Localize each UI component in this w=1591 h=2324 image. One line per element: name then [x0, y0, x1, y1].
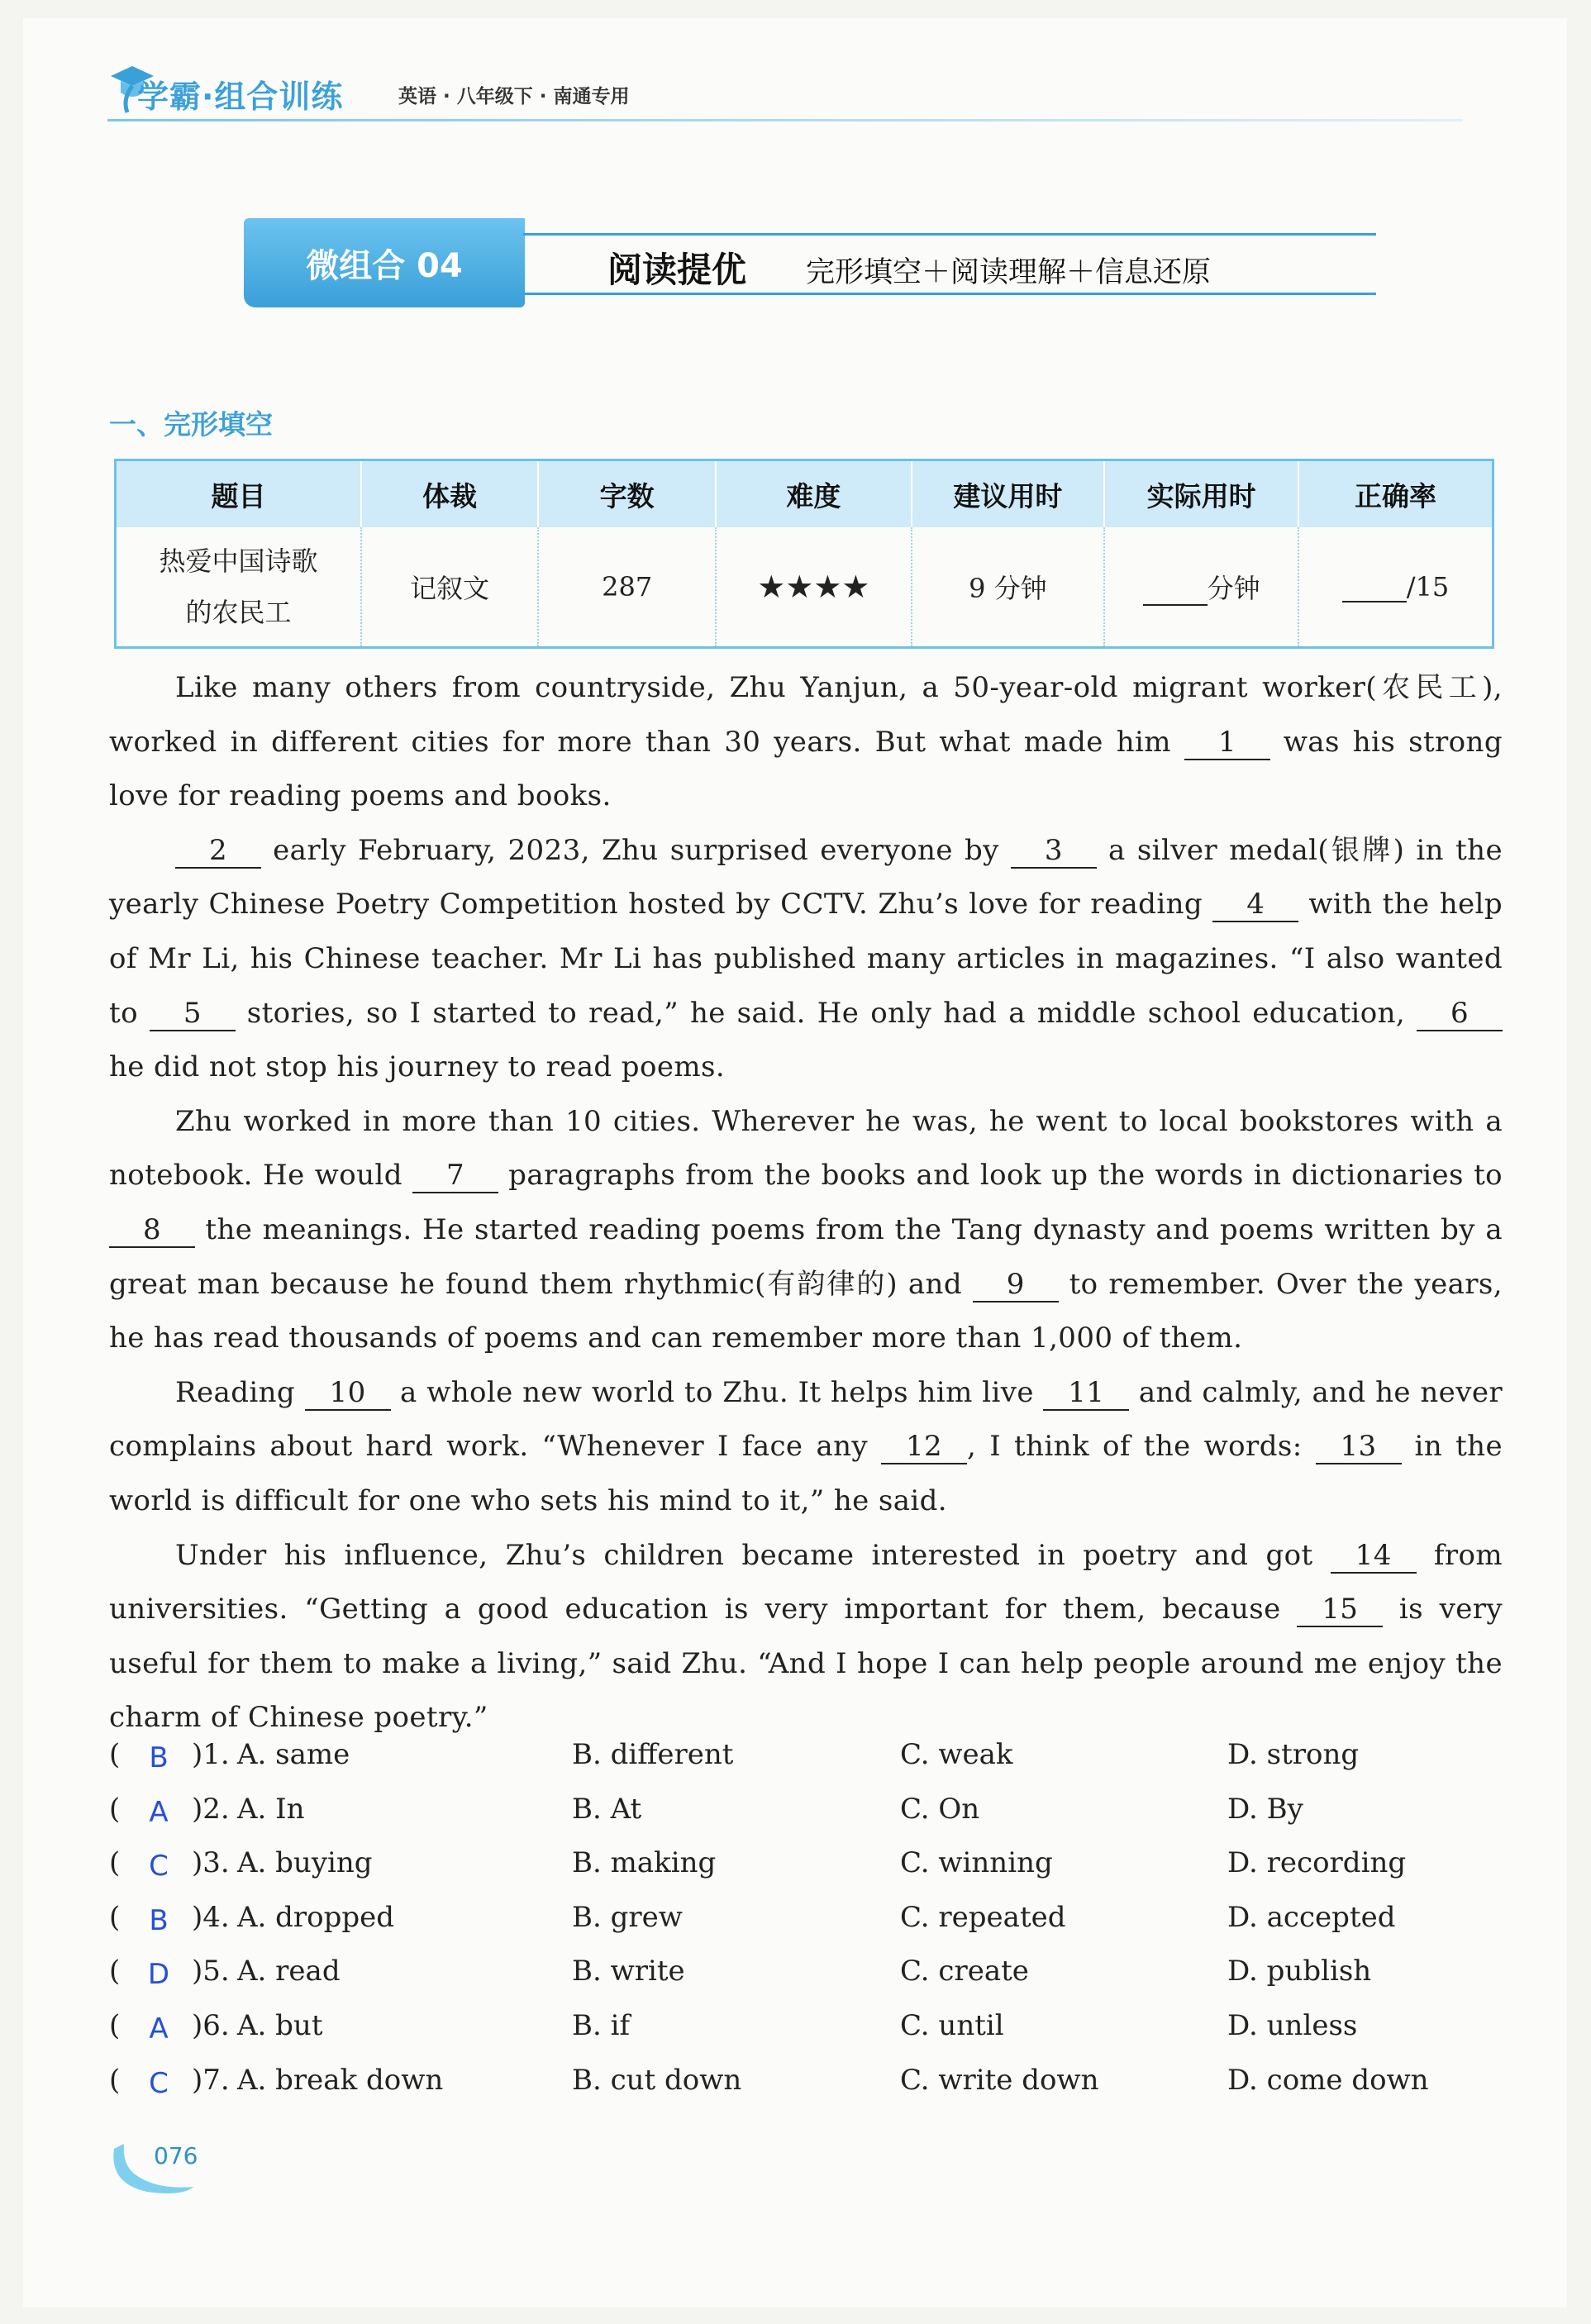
option-c[interactable]: C. On	[900, 1792, 980, 1826]
cell-title	[116, 527, 361, 648]
blank-9: 9	[973, 1268, 1059, 1302]
answer-mark: D	[147, 1958, 170, 1992]
section-heading: 一、完形填空	[109, 408, 273, 441]
header-divider	[107, 119, 1463, 121]
banner-rule-top	[523, 233, 1376, 236]
option-b[interactable]: B. if	[572, 2008, 631, 2042]
answer-paren: (	[109, 1846, 121, 1880]
blank-15: 15	[1297, 1593, 1383, 1627]
cell-genre: 记叙文	[361, 527, 538, 648]
table-header-row	[116, 460, 1493, 528]
banner-title: 阅读提优	[607, 250, 747, 290]
question-number: )1.	[192, 1738, 230, 1771]
question-number: )4.	[192, 1900, 230, 1934]
header-accuracy: 正确率	[1298, 460, 1493, 528]
cell-words: 287	[538, 527, 716, 648]
cloze-passage	[109, 661, 1503, 1745]
passage-text: he did not stop his journey to read poems.	[109, 1050, 726, 1084]
answer-mark: C	[149, 1850, 169, 1883]
question-row	[109, 2064, 1514, 2118]
option-a[interactable]: A. but	[237, 2008, 323, 2042]
paragraph-2	[109, 824, 1503, 1095]
question-number: )7.	[192, 2063, 230, 2097]
passage-text: the meanings. He started reading poems from the Tang dynasty and poems written by a great man because he found them rhythmic(有韵律的) and	[109, 1212, 1503, 1301]
passage-text: Under his influence, Zhu’s children became interested in poetry and got	[175, 1538, 1331, 1572]
answer-paren: (	[109, 1955, 121, 1988]
question-number: )2.	[192, 1792, 230, 1826]
cell-title-line1: 热爱中国诗歌	[159, 545, 318, 577]
blank-2: 2	[175, 834, 261, 869]
passage-text: a silver medal(银牌) in the yearly Chinese Poetry Competition hosted by CCTV. Zhu’s love for reading	[109, 833, 1503, 922]
cell-difficulty: ★★★★	[716, 527, 911, 648]
answer-mark: B	[149, 1741, 169, 1774]
passage-text: was his strong love for reading poems and books.	[109, 725, 1503, 813]
passage-text: early February, 2023, Zhu surprised everyone by	[261, 833, 1011, 867]
passage-text: with the help of Mr Li, his Chinese teacher. Mr Li has published many articles in magazines. “I also wanted to	[109, 888, 1503, 1030]
option-a[interactable]: A. same	[237, 1738, 350, 1771]
option-c[interactable]: C. winning	[900, 1846, 1053, 1880]
blank-7: 7	[412, 1159, 498, 1193]
question-row	[109, 1738, 1514, 1793]
option-a[interactable]: A. read	[237, 1955, 341, 1988]
blank-13: 13	[1316, 1430, 1402, 1464]
question-number: )6.	[192, 2008, 230, 2042]
header-actual-time: 实际用时	[1104, 460, 1298, 528]
page-number: 076	[154, 2142, 198, 2169]
cell-title-line2: 的农民工	[185, 597, 292, 628]
option-a[interactable]: A. In	[237, 1792, 305, 1826]
option-a[interactable]: A. buying	[237, 1846, 373, 1880]
option-d[interactable]: D. come down	[1227, 2063, 1429, 2097]
option-b[interactable]: B. making	[572, 1846, 717, 1880]
option-a[interactable]: A. break down	[237, 2063, 444, 2097]
header-title: 题目	[116, 460, 361, 528]
answer-options	[109, 1738, 1514, 2117]
option-c[interactable]: C. weak	[900, 1738, 1013, 1771]
blank-14: 14	[1331, 1539, 1417, 1574]
answer-paren: (	[109, 1738, 121, 1771]
brand-title: 学霸·组合训练	[137, 79, 344, 115]
banner-description: 完形填空＋阅读理解＋信息还原	[806, 256, 1212, 289]
answer-mark: A	[149, 2012, 169, 2045]
question-row	[109, 2009, 1514, 2064]
passage-text: , I think of the words:	[967, 1430, 1316, 1464]
blank-1: 1	[1184, 726, 1270, 760]
header-words: 字数	[538, 460, 716, 528]
passage-text: and calmly, and he never complains about hard work. “Whenever I face any	[109, 1375, 1503, 1464]
question-row	[109, 1846, 1514, 1901]
blank-8: 8	[109, 1213, 195, 1248]
blank-6: 6	[1417, 997, 1503, 1031]
header-suggested-time: 建议用时	[912, 460, 1105, 528]
actual-time-unit: 分钟	[1207, 573, 1260, 604]
passage-text: Reading	[175, 1375, 305, 1409]
paragraph-3	[109, 1095, 1503, 1366]
blank-5: 5	[150, 997, 236, 1031]
question-row	[109, 1955, 1514, 2009]
question-number: )3.	[192, 1846, 230, 1880]
paragraph-1	[109, 661, 1503, 824]
answer-paren: (	[109, 1900, 121, 1934]
passage-text: Zhu worked in more than 10 cities. Wherever he was, he went to local bookstores with a notebook. He would	[109, 1104, 1503, 1193]
option-b[interactable]: B. different	[572, 1738, 734, 1771]
passage-text: a whole new world to Zhu. It helps him live	[390, 1375, 1044, 1409]
option-d[interactable]: D. unless	[1227, 2008, 1358, 2042]
option-c[interactable]: C. create	[900, 1955, 1029, 1988]
option-d[interactable]: D. accepted	[1227, 1900, 1396, 1934]
option-c[interactable]: C. until	[900, 2008, 1004, 2042]
question-row	[109, 1793, 1514, 1847]
option-b[interactable]: B. At	[572, 1792, 642, 1826]
blank-11: 11	[1043, 1376, 1129, 1411]
table-row	[116, 527, 1493, 648]
passage-text: paragraphs from the books and look up the words in dictionaries to	[498, 1159, 1503, 1193]
option-c[interactable]: C. repeated	[900, 1900, 1066, 1934]
option-d[interactable]: D. publish	[1227, 1955, 1372, 1988]
paragraph-4	[109, 1366, 1503, 1529]
option-d[interactable]: D. strong	[1227, 1738, 1360, 1771]
option-b[interactable]: B. write	[572, 1955, 685, 1988]
cell-suggested-time: 9 分钟	[912, 527, 1105, 648]
option-c[interactable]: C. write down	[900, 2063, 1099, 2097]
header-difficulty: 难度	[716, 460, 911, 528]
blank-10: 10	[305, 1376, 391, 1411]
answer-paren: (	[109, 1792, 121, 1826]
option-d[interactable]: D. By	[1227, 1792, 1303, 1826]
answer-mark: A	[149, 1795, 169, 1829]
question-number: )5.	[192, 1955, 230, 1988]
exercise-info-table	[114, 459, 1494, 649]
answer-paren: (	[109, 2063, 121, 2097]
passage-text: stories, so I started to read,” he said. He only had a middle school education,	[235, 996, 1417, 1030]
cell-actual-time	[1104, 527, 1298, 648]
section-banner	[244, 217, 1376, 309]
blank-4: 4	[1212, 888, 1298, 922]
accuracy-total: /15	[1406, 571, 1450, 602]
blank-12: 12	[881, 1430, 967, 1464]
option-a[interactable]: A. dropped	[237, 1900, 395, 1934]
passage-text: to remember. Over the years, he has read thousands of poems and can remember more than 1,000 of them.	[109, 1267, 1503, 1355]
option-d[interactable]: D. recording	[1227, 1846, 1407, 1880]
header-genre: 体裁	[361, 460, 538, 528]
passage-text: is very useful for them to make a living,” said Zhu. “And I hope I can help people around me enjoy the charm of Chinese poetry.”	[109, 1593, 1503, 1735]
passage-text: Like many others from countryside, Zhu Yanjun, a 50-year-old migrant worker(农民工), worked in different cities for more than 30 years. But what made him	[109, 671, 1503, 759]
page-number-badge	[106, 2132, 197, 2198]
accuracy-blank[interactable]	[1342, 576, 1407, 602]
blank-3: 3	[1011, 834, 1097, 869]
page-header	[107, 58, 1471, 124]
book-subtitle: 英语 · 八年级下 · 南通专用	[398, 86, 630, 107]
actual-time-blank[interactable]	[1143, 579, 1208, 606]
answer-mark: B	[149, 1903, 169, 1937]
paragraph-5	[109, 1529, 1503, 1745]
cell-accuracy	[1298, 527, 1493, 648]
option-b[interactable]: B. cut down	[572, 2063, 742, 2097]
answer-mark: C	[149, 2066, 169, 2100]
answer-paren: (	[109, 2008, 121, 2042]
banner-tab: 微组合 04	[244, 218, 525, 307]
passage-text: from universities. “Getting a good education is very important for them, because	[109, 1538, 1503, 1626]
option-b[interactable]: B. grew	[572, 1900, 683, 1934]
banner-rule-bottom	[523, 293, 1376, 295]
question-row	[109, 1901, 1514, 1955]
passage-text: in the world is difficult for one who sets his mind to it,” he said.	[109, 1430, 1503, 1517]
